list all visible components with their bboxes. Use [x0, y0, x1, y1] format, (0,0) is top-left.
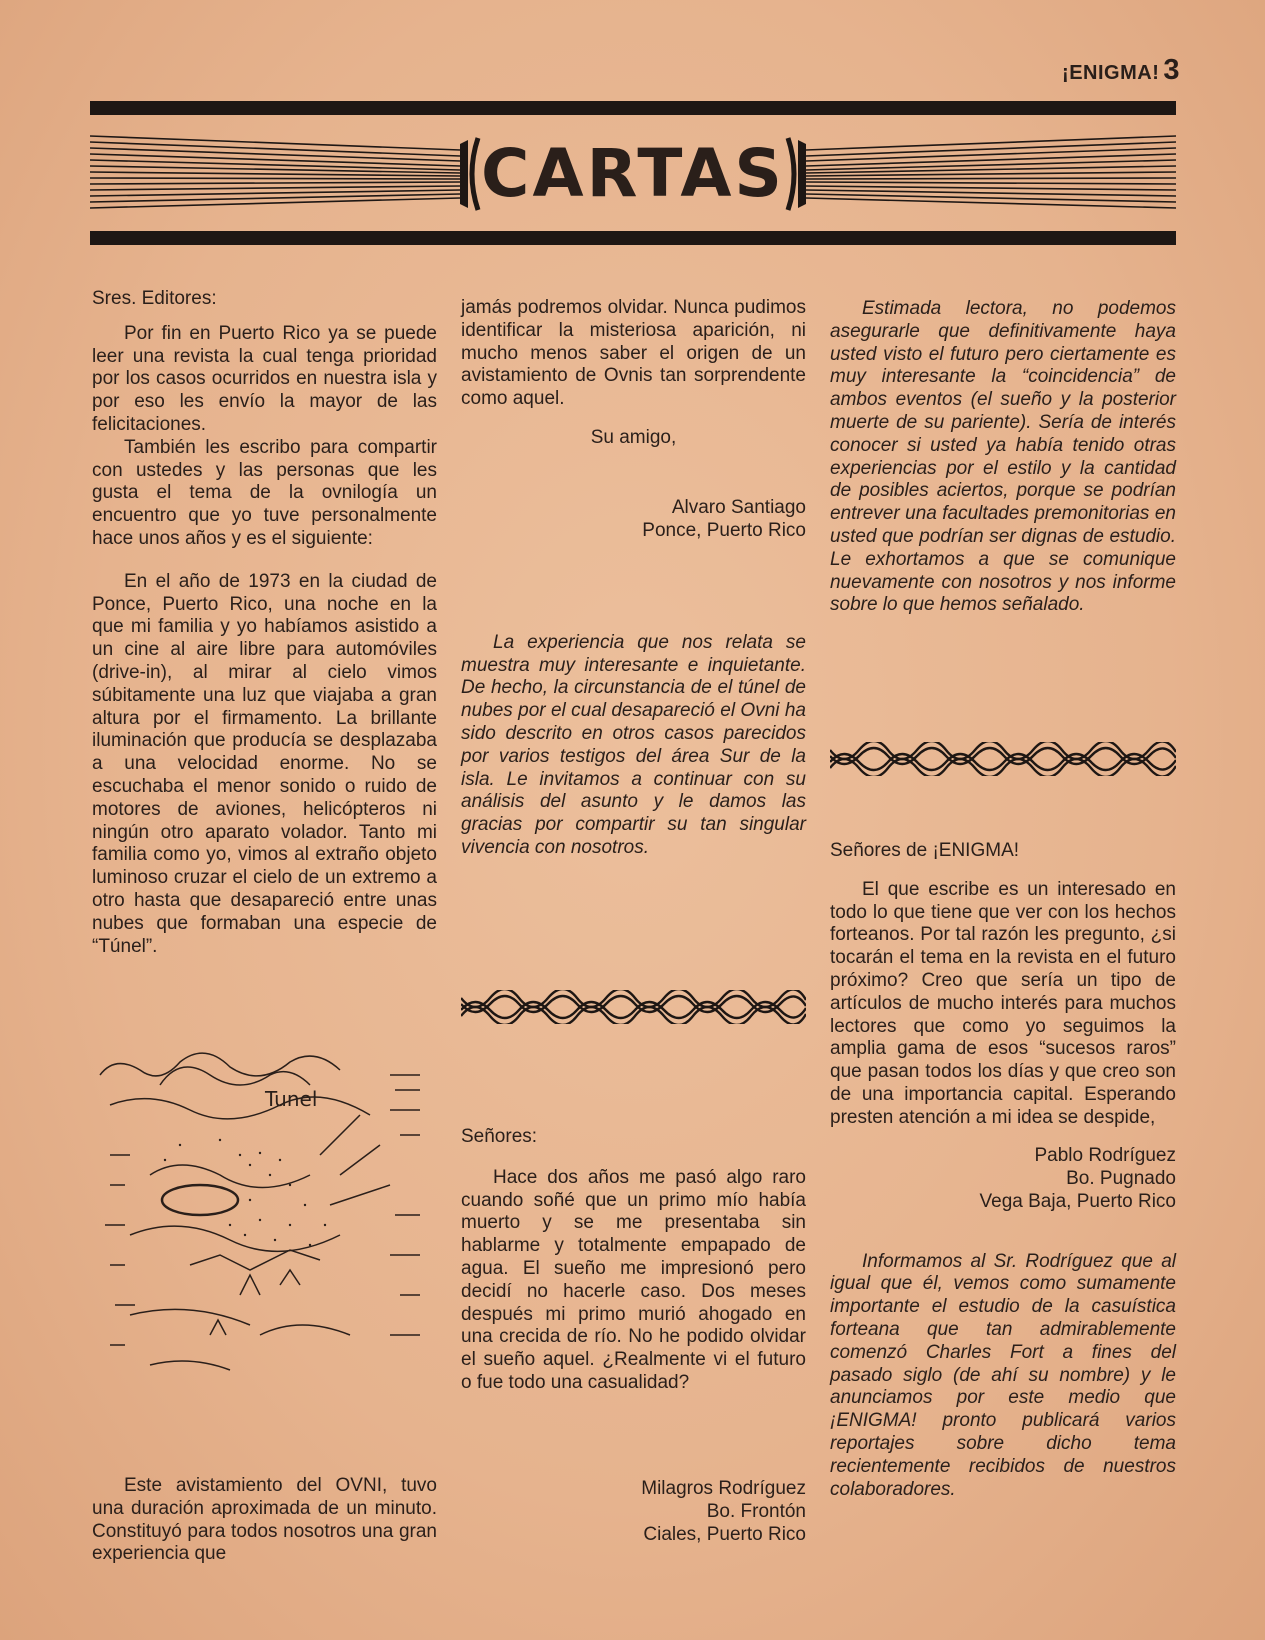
letter2-body: Hace dos años me pasó algo raro cuando soñé que un primo mío había muerto y se me presentaba sin hablarme y totalmente empapado de agua. El sueño me impresionó pero decidí no hacerle caso. Dos meses después mi primo murió ahogado en una crecida de río. No he podido olvidar el sueño aquel. ¿Realmente vi el futuro o fue todo una casualidad? — [461, 1166, 806, 1393]
top-rule — [90, 101, 1176, 115]
page-number: 3 — [1163, 54, 1180, 86]
section-title: CARTAS — [481, 135, 785, 212]
signature-name: Milagros Rodríguez — [641, 1477, 806, 1499]
editor-reply-1: La experiencia que nos relata se muestra muy interesante e inquietante. De hecho, la circunstancia de el túnel de nubes por el cual desapareció el Ovni ha sido descrito en otros casos parecidos por varios testigos del área Sur de la isla. Le invitamos a continuar con su análisis del asunto y le damos las gracias por compartir su tan singular vivencia con nosotros. — [461, 631, 806, 858]
ufo-sketch-illustration — [90, 1035, 435, 1450]
braid-divider-center — [461, 990, 806, 1024]
letter1-salutation: Sres. Editores: — [92, 288, 217, 309]
letter2-signature — [461, 1477, 806, 1546]
signature-name: Pablo Rodríguez — [1034, 1144, 1176, 1166]
column-3-lower — [830, 840, 1176, 1501]
letter1-signature — [461, 496, 806, 542]
letter1-paragraph-1: Por fin en Puerto Rico ya se puede leer una revista la cual tenga prioridad por los casos ocurridos en nuestra isla y por eso les envío la mayor de las felicitaciones. — [92, 322, 437, 435]
column-3 — [830, 298, 1176, 617]
column-1 — [92, 288, 437, 958]
signature-address: Bo. Frontón — [706, 1500, 806, 1522]
letter1-closing: Su amigo, — [590, 426, 677, 448]
page-header — [1062, 54, 1180, 87]
editor-reply-3: Informamos al Sr. Rodríguez que al igual que él, vemos como sumamente importante el estudio de la casuística forteana que tan admirablemente comenzó Charles Fort a fines del pasado siglo (de ahí su nombre) y le anunciamos por este medio que ¡ENIGMA! pronto publicará varios reportajes sobre dicho tema recientemente recibidos de nuestros colaboradores. — [830, 1250, 1176, 1500]
signature-name: Alvaro Santiago — [671, 496, 806, 518]
bottom-rule — [90, 231, 1176, 245]
letter1-paragraph-2: También les escribo para compartir con ustedes y las personas que les gusta el tema de la ovnilogía un encuentro que yo tuve personalmente hace unos años y es el siguiente: — [92, 436, 437, 549]
signature-address: Bo. Pugnado — [1066, 1167, 1176, 1189]
section-banner — [90, 130, 1176, 218]
letter3-body: El que escribe es un interesado en todo lo que tiene que ver con los hechos forteanos. Por tal razón les pregunto, ¿si tocarán el tema en la revista en el futuro próximo? Creo que sería un tipo de artículos de mucho interés para muchos lectores que como yo seguimos la amplia gama de esos “sucesos raros” que pasan todos los días y que creo son de una importancia capital. Esperando presten atención a mi idea se despide, — [830, 878, 1176, 1128]
magazine-name: ¡ENIGMA! — [1062, 62, 1160, 84]
letter3-signature — [830, 1144, 1176, 1213]
signature-place: Vega Baja, Puerto Rico — [979, 1190, 1176, 1212]
letter2-salutation: Señores: — [461, 1126, 538, 1147]
letter1-paragraph-5: jamás podremos olvidar. Nunca pudimos identificar la misteriosa aparición, ni mucho menos saber el origen de un avistamiento de Ovnis tan sorprendente como aquel. — [461, 297, 806, 410]
editor-reply-2: Estimada lectora, no podemos asegurarle que definitivamente haya usted visto el futuro pero ciertamente es muy interesante la “coincidencia” de ambos eventos (el sueño y la posterior muerte de su pariente). Sería de interés conocer si usted ya había tenido otras experiencias por el estilo y la cantidad de posibles aciertos, porque se podrían entrever una facultades premonitorias en usted que podrían ser dignas de estudio. Le exhortamos a que se comunique nuevamente con nosotros y nos informe sobre lo que hemos señalado. — [830, 298, 1176, 616]
signature-place: Ciales, Puerto Rico — [643, 1523, 806, 1545]
column-2 — [461, 297, 806, 860]
letter1-paragraph-3: En el año de 1973 en la ciudad de Ponce, Puerto Rico, una noche en la que mi familia y yo habíamos asistido a un cine al aire libre para automóviles (drive-in), al mirar al cielo vimos súbitamente una luz que viajaba a gran altura por el firmamento. La brillante iluminación que producía se desplazaba a una velocidad enorme. No se escuchaba el menor sonido o ruido de motores de aviones, helicópteros ni ningún otro aparato volador. Tanto mi familia como yo, vimos al extraño objeto luminoso cruzar el cielo de un extremo a otro hasta que desapareció entre unas nubes que formaban una especie de “Túnel”. — [92, 570, 437, 957]
letter3-salutation: Señores de ¡ENIGMA! — [830, 840, 1020, 861]
braid-divider-right — [830, 742, 1176, 776]
column-2-lower — [461, 1126, 806, 1546]
letter1-paragraph-4: Este avistamiento del OVNI, tuvo una duración aproximada de un minuto. Constituyó para todos nosotros una gran experiencia que — [92, 1475, 437, 1565]
sketch-label: Tunel — [265, 1087, 318, 1111]
sketch-drawing — [90, 1035, 435, 1450]
signature-place: Ponce, Puerto Rico — [642, 519, 806, 541]
column-1-continued — [92, 1475, 437, 1566]
